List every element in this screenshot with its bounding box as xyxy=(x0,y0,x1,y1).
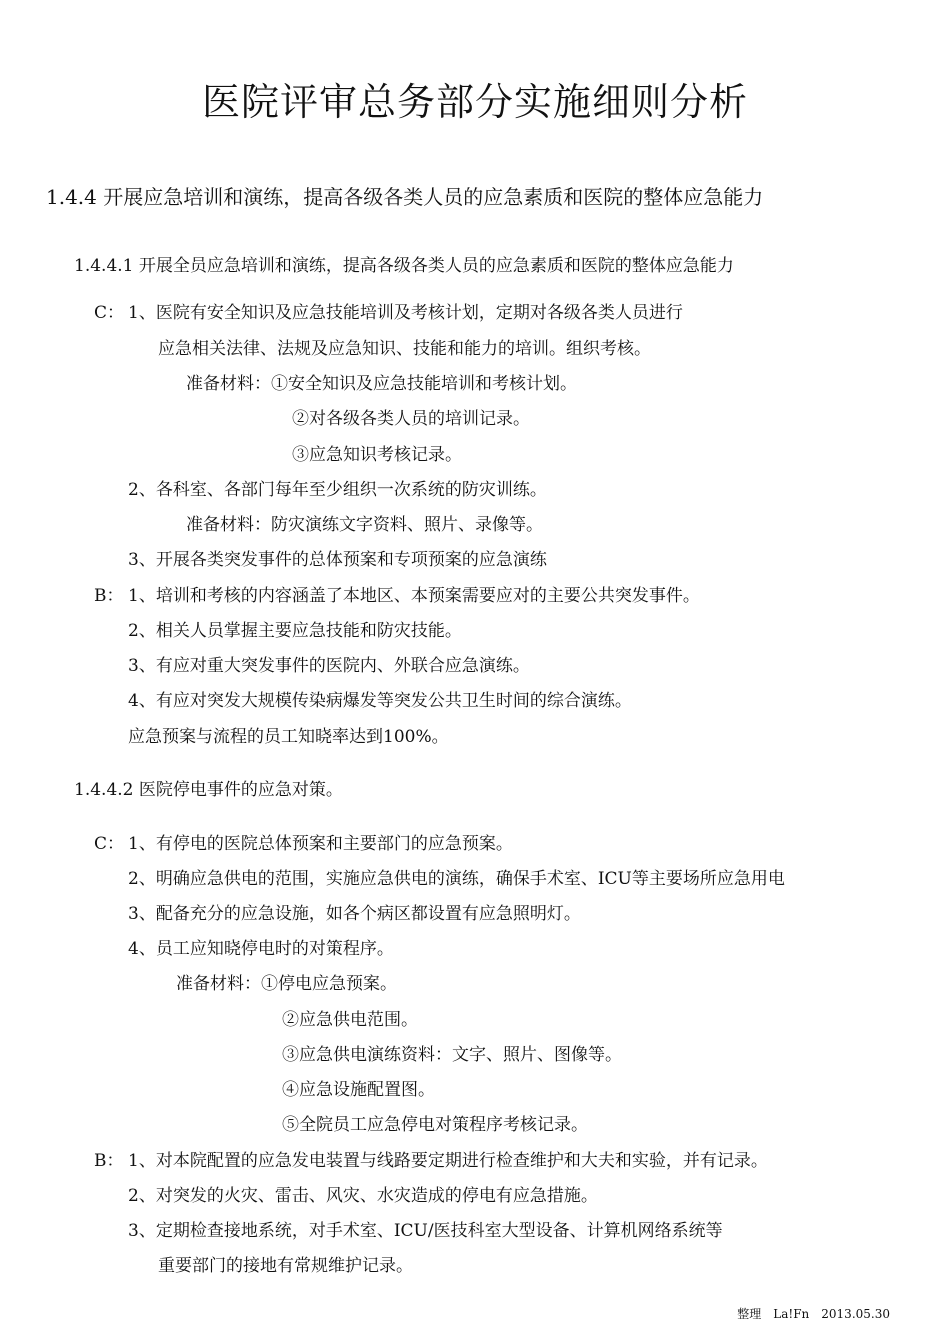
c-item-1-materials: 准备材料：①安全知识及应急技能培训和考核计划。 xyxy=(186,374,577,394)
c-item-1-material-3: ③应急知识考核记录。 xyxy=(292,445,462,465)
material-2: ②应急供电范围。 xyxy=(282,1010,418,1030)
c-item-1: 1、有停电的医院总体预案和主要部门的应急预案。 xyxy=(128,834,513,854)
material-4: ④应急设施配置图。 xyxy=(282,1080,435,1100)
subsection-heading-2: 1.4.4.2 医院停电事件的应急对策。 xyxy=(74,780,343,800)
c-item-1-line-2: 应急相关法律、法规及应急知识、技能和能力的培训。组织考核。 xyxy=(158,339,651,359)
b-item-3-line-1: 3、定期检查接地系统，对手术室、ICU/医技科室大型设备、计算机网络系统等 xyxy=(128,1221,723,1241)
c-item-3: 3、开展各类突发事件的总体预案和专项预案的应急演练 xyxy=(128,550,547,570)
b-item-1: 1、培训和考核的内容涵盖了本地区、本预案需要应对的主要公共突发事件。 xyxy=(128,586,700,606)
grade-c-label: C： xyxy=(94,834,125,854)
b-item-1: 1、对本院配置的应急发电装置与线路要定期进行检查维护和大夫和实验，并有记录。 xyxy=(128,1151,768,1171)
c-item-2-materials: 准备材料：防灾演练文字资料、照片、录像等。 xyxy=(186,515,543,535)
b-item-2: 2、对突发的火灾、雷击、风灾、水灾造成的停电有应急措施。 xyxy=(128,1186,598,1206)
b-item-2: 2、相关人员掌握主要应急技能和防灾技能。 xyxy=(128,621,462,641)
c-item-1-material-2: ②对各级各类人员的培训记录。 xyxy=(292,409,530,429)
grade-b-label: B： xyxy=(94,586,124,606)
b-item-4: 4、有应对突发大规模传染病爆发等突发公共卫生时间的综合演练。 xyxy=(128,691,632,711)
c-item-2: 2、明确应急供电的范围，实施应急供电的演练，确保手术室、ICU等主要场所应急用电 xyxy=(128,869,785,889)
grade-c-label: C： xyxy=(94,303,125,323)
b-item-5: 应急预案与流程的员工知晓率达到100%。 xyxy=(128,727,449,747)
subsection-heading-1: 1.4.4.1 开展全员应急培训和演练，提高各级各类人员的应急素质和医院的整体应急能力 xyxy=(74,256,734,276)
c-item-2: 2、各科室、各部门每年至少组织一次系统的防灾训练。 xyxy=(128,480,547,500)
grade-b-label: B： xyxy=(94,1151,124,1171)
b-item-3: 3、有应对重大突发事件的医院内、外联合应急演练。 xyxy=(128,656,530,676)
b-item-3-line-2: 重要部门的接地有常规维护记录。 xyxy=(158,1256,413,1276)
section-heading: 1.4.4 开展应急培训和演练，提高各级各类人员的应急素质和医院的整体应急能力 xyxy=(46,185,764,209)
material-3: ③应急供电演练资料：文字、照片、图像等。 xyxy=(282,1045,622,1065)
material-5: ⑤全院员工应急停电对策程序考核记录。 xyxy=(282,1115,588,1135)
c-item-3: 3、配备充分的应急设施，如各个病区都设置有应急照明灯。 xyxy=(128,904,581,924)
c-item-1-line-1: 1、医院有安全知识及应急技能培训及考核计划，定期对各级各类人员进行 xyxy=(128,303,683,323)
c-item-4-materials: 准备材料：①停电应急预案。 xyxy=(176,974,397,994)
footer-note: 整理 La!Fn 2013.05.30 xyxy=(737,1307,890,1321)
c-item-4: 4、员工应知晓停电时的对策程序。 xyxy=(128,939,394,959)
page-title: 医院评审总务部分实施细则分析 xyxy=(201,80,748,124)
